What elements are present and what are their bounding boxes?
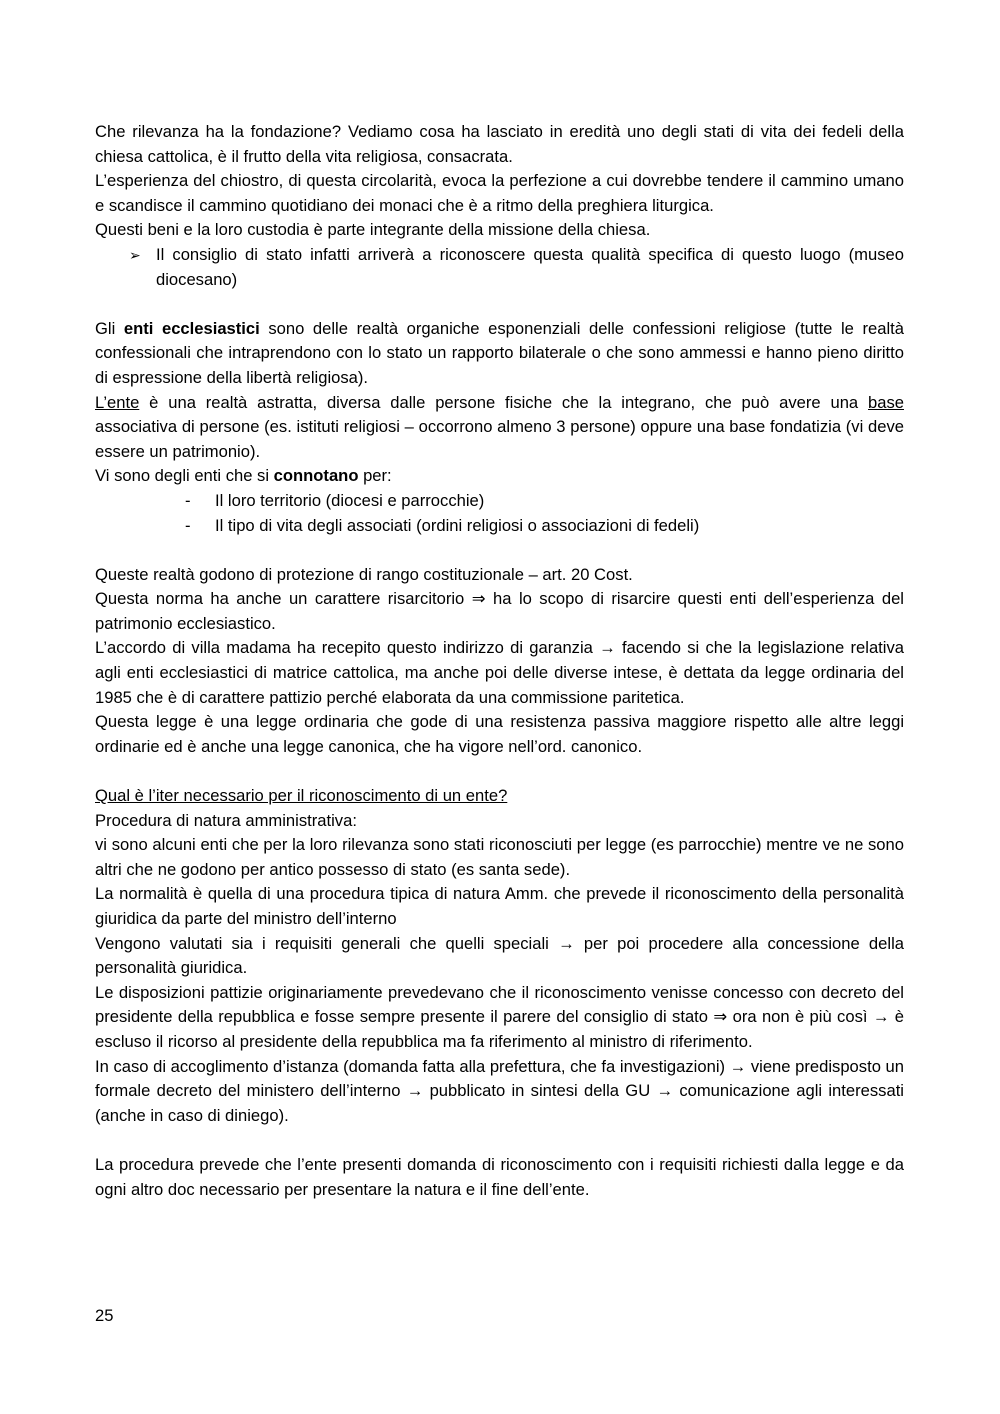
underlined-term: base <box>868 392 904 412</box>
bullet-item <box>95 243 904 292</box>
text-run: sono delle realtà organiche esponenziali delle confessioni religiose (tutte le realtà confessionali che intraprendono con lo stato un rapporto bilaterale o che sono ammessi e hanno pieno diritto di espressione della libertà religiosa). <box>95 318 904 387</box>
blank-line <box>95 759 904 784</box>
paragraph: Questa norma ha anche un carattere risarcitorio ⇒ ha lo scopo di risarcire questi enti dell’esperienza del patrimonio ecclesiastico. <box>95 589 904 633</box>
bullet-text: Il consiglio di stato infatti arriverà a riconoscere questa qualità specifica di questo luogo (museo diocesano) <box>156 244 904 289</box>
paragraph: L’accordo di villa madama ha recepito questo indirizzo di garanzia → facendo si che la legislazione relativa agli enti ecclesiastici di matrice cattolica, ma anche poi delle diverse intese, è dettata da legge ordinaria del 1985 che è di carattere pattizio perché elaborata da una commissione paritetica. <box>95 638 904 707</box>
dash-marker: - <box>185 490 191 510</box>
paragraph: La procedura prevede che l’ente presenti domanda di riconoscimento con i requisiti richiesti dalla legge e da ogni altro doc necessario per presentare la natura e il fine dell’ente. <box>95 1154 904 1199</box>
paragraph: vi sono alcuni enti che per la loro rilevanza sono stati riconosciuti per legge (es parrocchie) mentre ve ne sono altri che ne godono per antico possesso di stato (es santa sede). <box>95 835 904 879</box>
blank-line <box>95 292 904 317</box>
section-heading: Qual è l’iter necessario per il riconoscimento di un ente? <box>95 786 508 806</box>
paragraph: Procedura di natura amministrativa: <box>95 810 357 830</box>
paragraph: La normalità è quella di una procedura tipica di natura Amm. che prevede il riconoscimento della personalità giuridica da parte del ministro dell’interno <box>95 884 904 928</box>
paragraph <box>95 464 904 489</box>
paragraph: Vengono valutati sia i requisiti generali che quelli speciali → per poi procedere alla concessione della personalità giuridica. <box>95 933 904 978</box>
text-run: per: <box>358 466 392 486</box>
paragraph: Queste realtà godono di protezione di rango costituzionale – art. 20 Cost. <box>95 564 633 584</box>
paragraph: Che rilevanza ha la fondazione? Vediamo cosa ha lasciato in eredità uno degli stati di vita dei fedeli della chiesa cattolica, è il frutto della vita religiosa, consacrata. <box>95 122 904 166</box>
underlined-term: L’ente <box>95 392 140 412</box>
blank-line <box>95 1128 904 1153</box>
paragraph <box>95 391 904 465</box>
dash-item-text: Il loro territorio (diocesi e parrocchie) <box>215 490 485 510</box>
blank-line <box>95 538 904 563</box>
bold-term: connotano <box>273 466 359 486</box>
text-run: Gli <box>95 318 124 338</box>
paragraph: Le disposizioni pattizie originariamente prevedevano che il riconoscimento venisse concesso con decreto del presidente della repubblica e fosse sempre presente il parere del consiglio di stato ⇒ ora non è più così → è escluso il ricorso al presidente della repubblica ma fa riferimento al ministro di riferimento. <box>95 982 904 1051</box>
dash-list-item <box>95 489 904 514</box>
arrow-bullet-icon: ➢ <box>129 246 141 263</box>
dash-list-item <box>95 514 904 539</box>
dash-item-text: Il tipo di vita degli associati (ordini religiosi o associazioni di fedeli) <box>215 515 700 535</box>
paragraph: Questa legge è una legge ordinaria che gode di una resistenza passiva maggiore rispetto alle altre leggi ordinarie ed è anche una legge canonica, che ha vigore nell’ord. canonico. <box>95 712 904 756</box>
paragraph: Questi beni e la loro custodia è parte integrante della missione della chiesa. <box>95 220 651 240</box>
text-run: associativa di persone (es. istituti religiosi – occorrono almeno 3 persone) oppure una base fondatizia (vi deve essere un patrimonio). <box>95 417 904 461</box>
text-run: Vi sono degli enti che si <box>95 466 274 486</box>
dash-marker: - <box>185 515 191 535</box>
text-run: è una realtà astratta, diversa dalle persone fisiche che la integrano, che può avere una <box>139 392 869 412</box>
bold-term: enti ecclesiastici <box>123 318 260 338</box>
document-page <box>95 120 904 1202</box>
paragraph <box>95 317 904 391</box>
page-number: 25 <box>95 1306 114 1325</box>
paragraph: In caso di accoglimento d’istanza (domanda fatta alla prefettura, che fa investigazioni) → viene predisposto un formale decreto del ministero dell’interno → pubblicato in sintesi della GU → comunicazione agli interessati (anche in caso di diniego). <box>95 1056 904 1125</box>
paragraph: L’esperienza del chiostro, di questa circolarità, evoca la perfezione a cui dovrebbe tendere il cammino umano e scandisce il cammino quotidiano dei monaci che è a ritmo della preghiera liturgica. <box>95 171 904 215</box>
